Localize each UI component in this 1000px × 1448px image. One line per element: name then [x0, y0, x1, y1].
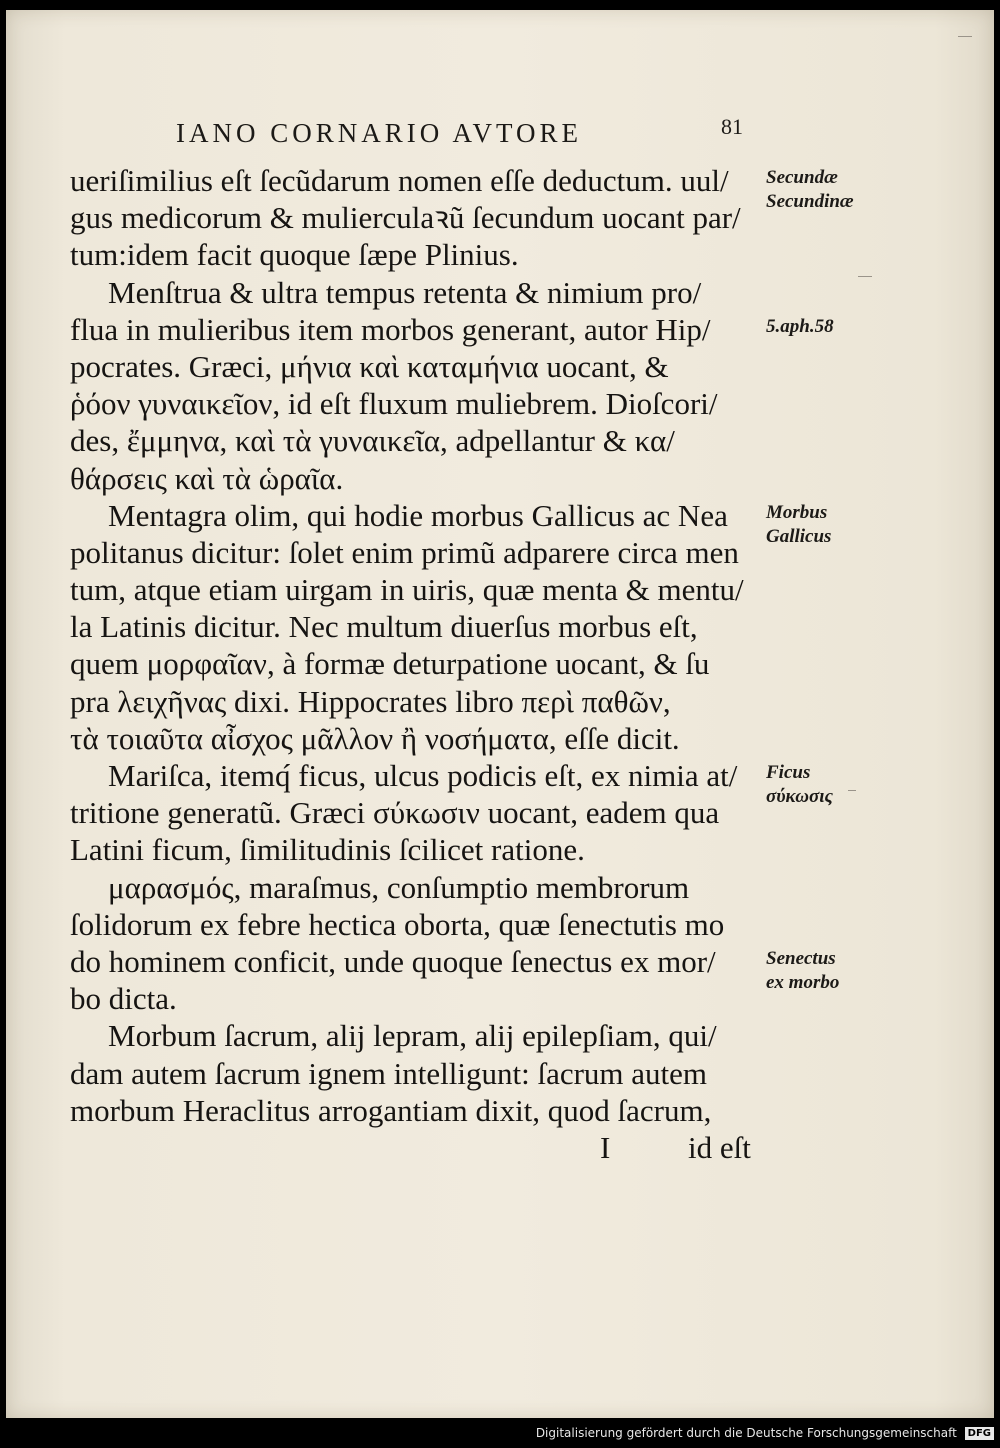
text-line: tum:idem facit quoque ſæpe Plinius.	[70, 237, 519, 273]
text-line: Morbum ſacrum, alij lepram, alij epilepſiam, qui/	[108, 1018, 717, 1054]
text-line: ſolidorum ex febre hectica oborta, quæ ſenectutis mo	[70, 906, 725, 942]
text-line: dam autem ſacrum ignem intelligunt: ſacrum autem	[70, 1055, 708, 1091]
text-line: Menſtrua & ultra tempus retenta & nimium pro/	[108, 274, 702, 310]
margin-note	[766, 166, 854, 214]
text-line: morbum Heraclitus arrogantiam dixit, quod ſacrum,	[70, 1092, 712, 1128]
folio-number: 81	[721, 114, 743, 139]
running-head: IANO CORNARIO AVTORE	[176, 118, 583, 148]
margin-note-line: Secundæ	[766, 167, 838, 188]
page-edge-mark	[848, 790, 856, 791]
text-line: ueriſimilius eſt ſecũdarum nomen eſſe deductum. uul/	[70, 163, 729, 198]
catchword-line	[70, 1129, 760, 1166]
text-line: flua in mulieribus item morbos generant, autor Hip/	[70, 311, 711, 347]
text-line: des, ἔμμηνα, καὶ τὰ γυναικεῖα, adpellantur & κα/	[70, 423, 675, 459]
digitization-footer	[0, 1420, 994, 1446]
margin-note-line: Morbus	[766, 501, 828, 523]
signature-mark: I	[600, 1129, 611, 1165]
text-line: Latini ficum, ſimilitudinis ſcilicet ratione.	[70, 832, 585, 868]
margin-note	[766, 315, 834, 339]
text-line: pra λειχῆνας dixi. Hippocrates libro περὶ παθῶν,	[70, 683, 671, 719]
text-line: la Latinis dicitur. Nec multum diuerſus morbus eſt,	[70, 609, 698, 645]
text-line: do hominem conficit, unde quoque ſenectus ex mor/	[70, 943, 716, 979]
text-line: θάρσεις καὶ τὰ ὡραῖα.	[70, 460, 344, 496]
margin-note-line: 5.aph.58	[766, 315, 834, 337]
page-edge-mark	[958, 36, 972, 37]
text-line: τὰ τοιαῦτα αἶσχος μᾶλλον ἢ νοσήματα, eſſe dicit.	[70, 720, 680, 756]
dfg-logo: DFG	[965, 1427, 994, 1440]
text-line: tum, atque etiam uirgam in uiris, quæ menta & mentu/	[70, 572, 744, 608]
text-line: politanus dicitur: ſolet enim primũ adparere circa men	[70, 534, 739, 570]
catchword: id eſt	[688, 1129, 751, 1165]
text-line: ῥόον γυναικεῖον, id eſt fluxum muliebrem. Dioſcori/	[70, 386, 718, 422]
page-edge-mark	[858, 276, 872, 277]
margin-note-line: Ficus	[766, 762, 811, 784]
text-line: bo dicta.	[70, 981, 177, 1017]
margin-note	[766, 761, 833, 809]
margin-note-line: Senectus	[766, 948, 836, 970]
text-line: Mariſca, itemq́ ficus, ulcus podicis eſt, ex nimia at/	[108, 758, 738, 793]
margin-note-line: Gallicus	[766, 525, 832, 547]
book-page	[6, 10, 994, 1418]
main-text-block	[70, 162, 760, 1166]
text-line: tritione generatũ. Græci σύκωσιν uocant, eadem qua	[70, 795, 720, 831]
text-line: μαρασμός, maraſmus, conſumptio membrorum	[108, 869, 690, 905]
margin-note	[766, 947, 839, 995]
text-line: quem μορφαῖαν, à formæ deturpatione uocant, & ſu	[70, 646, 710, 682]
margin-note-line: ex morbo	[766, 972, 840, 994]
margin-note-line: Secundinæ	[766, 191, 854, 212]
text-line: gus medicorum & mulierculaꝛũ ſecundum uocant par/	[70, 200, 741, 236]
margin-note	[766, 501, 831, 549]
text-line: pocrates. Græci, μήνια καὶ καταμήνια uocant, &	[70, 348, 669, 384]
margin-note-line: σύκωσις	[766, 786, 833, 808]
text-line: Mentagra olim, qui hodie morbus Gallicus ac Nea	[108, 497, 728, 533]
footer-text: Digitalisierung gefördert durch die Deutsche Forschungsgemeinschaft	[535, 1426, 957, 1440]
